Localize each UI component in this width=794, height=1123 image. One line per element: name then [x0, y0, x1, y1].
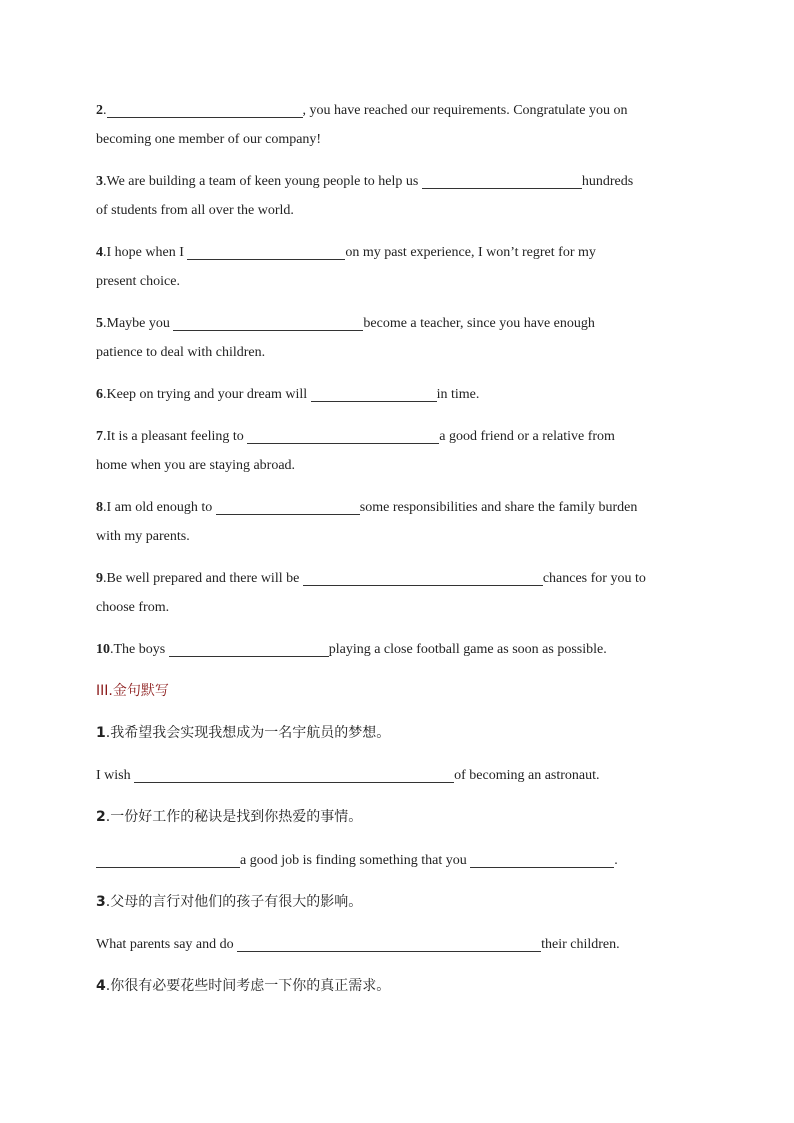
question-number: 10: [96, 642, 110, 657]
translation-answer-3: What parents say and do their children.: [96, 930, 696, 959]
question-2: 2. , you have reached our requirements. Congratulate you on becoming one member of our company!: [96, 96, 696, 154]
answer-blank[interactable]: [107, 99, 303, 118]
question-5: 5.Maybe you become a teacher, since you have enough patience to deal with children.: [96, 309, 696, 367]
translation-answer-2: a good job is finding something that you .: [96, 846, 696, 875]
answer-blank[interactable]: [303, 567, 543, 586]
answer-blank[interactable]: [169, 638, 329, 657]
answer-blank[interactable]: [134, 764, 454, 783]
answer-blank[interactable]: [247, 425, 439, 444]
question-number: 7: [96, 429, 103, 444]
answer-blank[interactable]: [187, 241, 345, 260]
question-number: 5: [96, 316, 103, 331]
question-9: 9.Be well prepared and there will be chances for you to choose from.: [96, 564, 696, 622]
question-number: 2: [96, 103, 103, 118]
answer-blank[interactable]: [422, 170, 582, 189]
question-number: 6: [96, 387, 103, 402]
answer-blank[interactable]: [470, 849, 614, 868]
question-number: 3: [96, 174, 103, 189]
cn-sentence-3: 3.父母的言行对他们的孩子有很大的影响。: [96, 894, 363, 910]
answer-blank[interactable]: [237, 933, 541, 952]
question-10: 10.The boys playing a close football game as soon as possible.: [96, 635, 696, 664]
cn-sentence-1: 1.我希望我会实现我想成为一名宇航员的梦想。: [96, 725, 391, 741]
question-7: 7.It is a pleasant feeling to a good friend or a relative from home when you are staying abroad.: [96, 422, 696, 480]
question-number: 8: [96, 500, 103, 515]
question-number: 9: [96, 571, 103, 586]
section-title: III.金句默写: [96, 683, 169, 699]
translation-answer-1: I wish of becoming an astronaut.: [96, 761, 696, 790]
answer-blank[interactable]: [96, 849, 240, 868]
cn-sentence-4: 4.你很有必要花些时间考虑一下你的真正需求。: [96, 978, 391, 994]
answer-blank[interactable]: [173, 312, 363, 331]
answer-blank[interactable]: [311, 383, 437, 402]
question-8: 8.I am old enough to some responsibilities and share the family burden with my parents.: [96, 493, 696, 551]
question-6: 6.Keep on trying and your dream will in time.: [96, 380, 696, 409]
question-4: 4.I hope when I on my past experience, I won’t regret for my present choice.: [96, 238, 696, 296]
question-3: 3.We are building a team of keen young people to help us hundreds of students from all over the world.: [96, 167, 696, 225]
cn-sentence-2: 2.一份好工作的秘诀是找到你热爱的事情。: [96, 809, 363, 825]
question-number: 4: [96, 245, 103, 260]
answer-blank[interactable]: [216, 496, 360, 515]
